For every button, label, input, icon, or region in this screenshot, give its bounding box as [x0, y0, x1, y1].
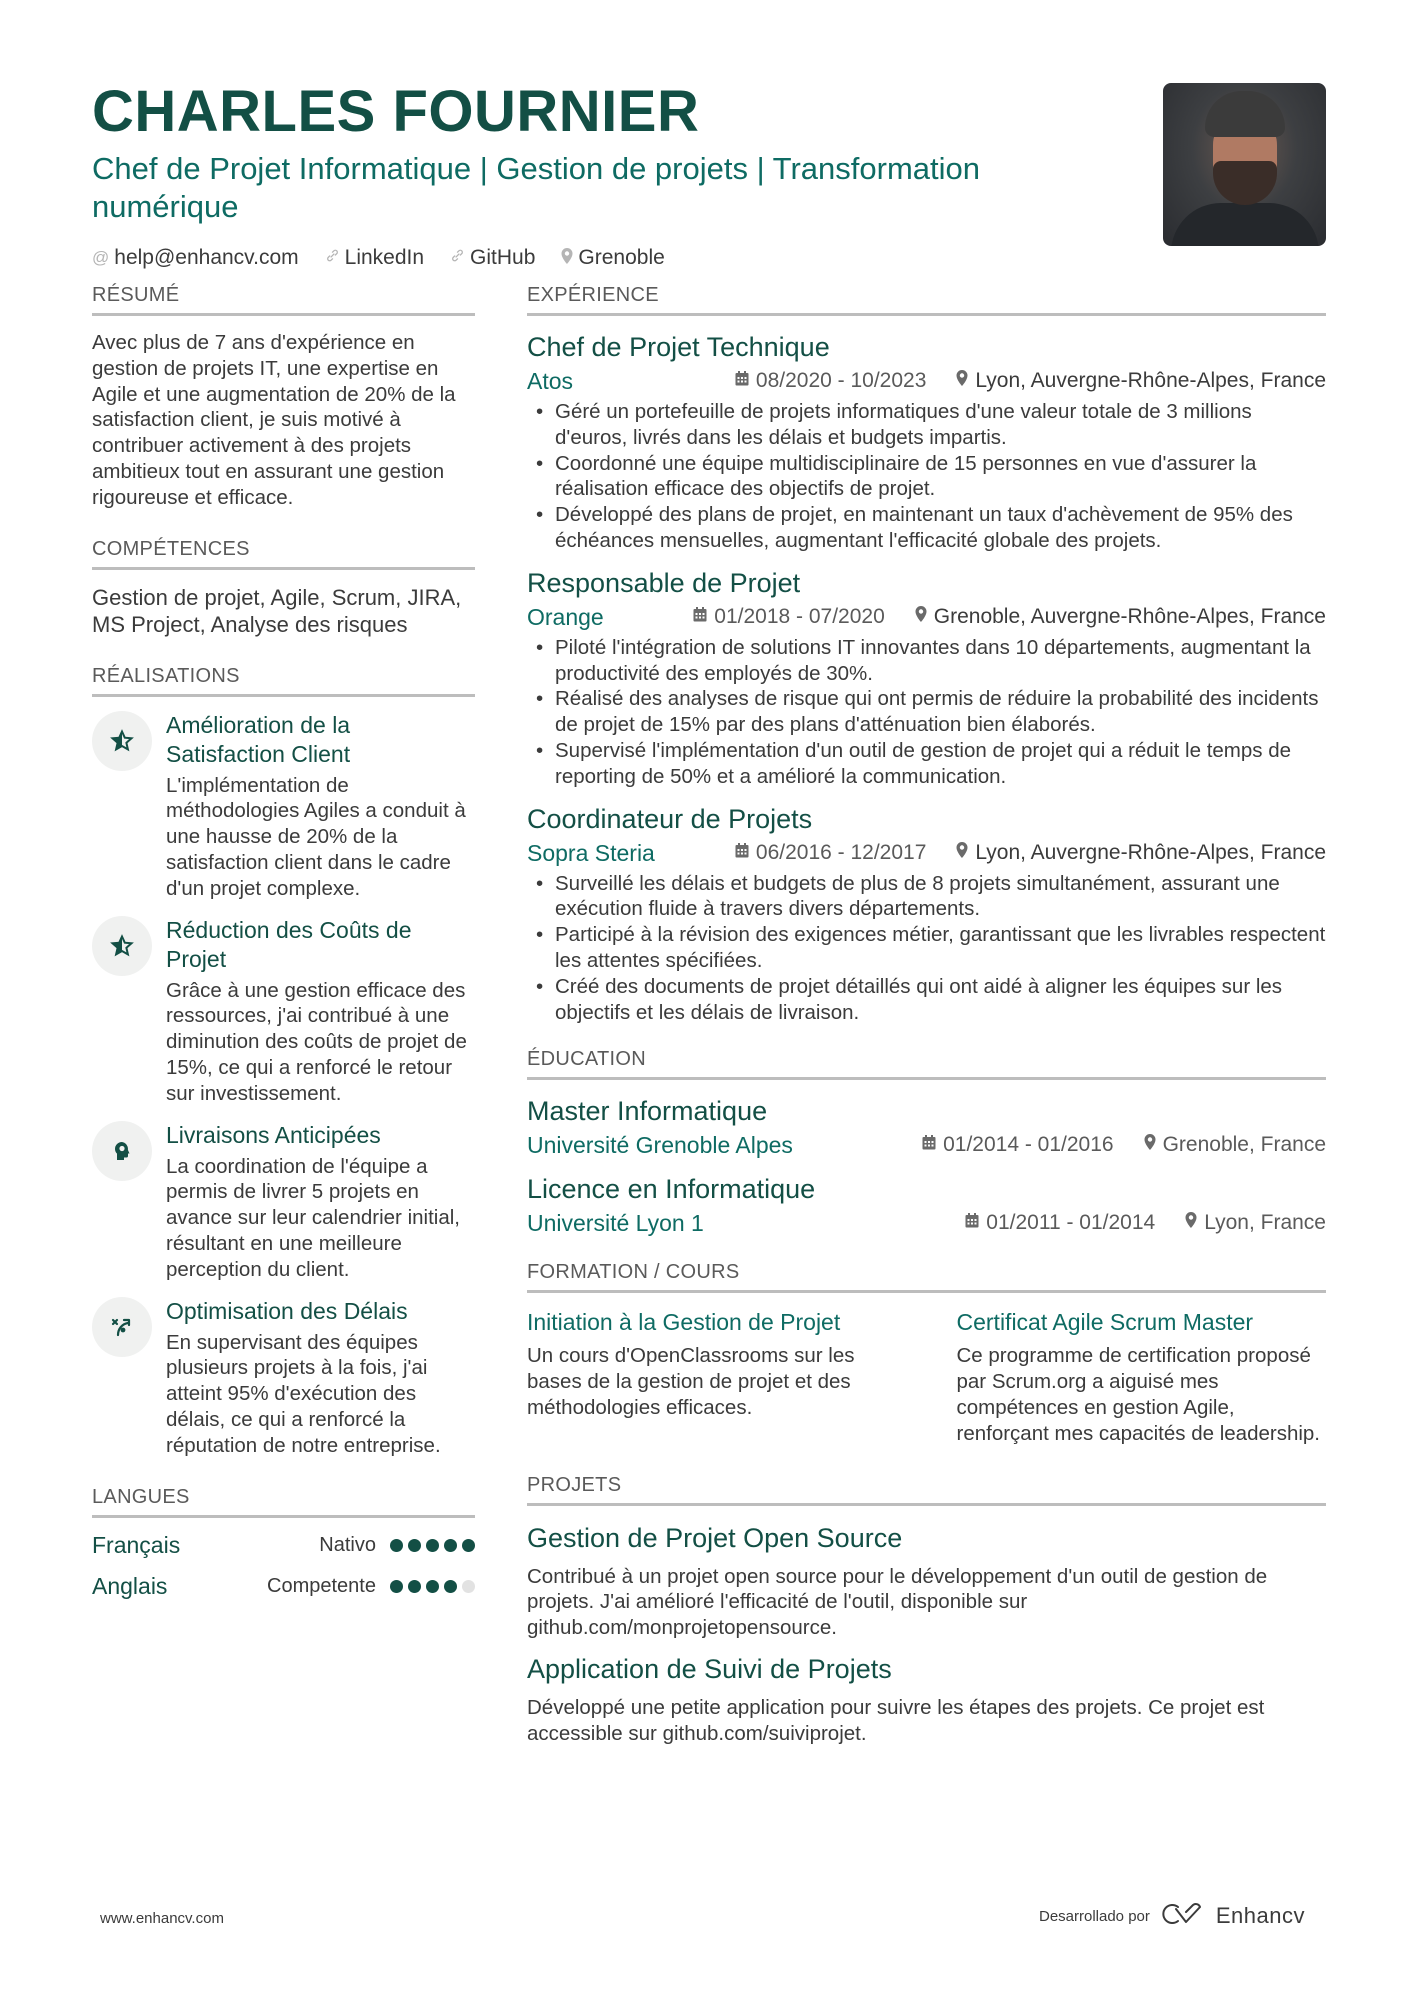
candidate-name: CHARLES FOURNIER — [92, 79, 700, 144]
job-title: Coordinateur de Projets — [527, 803, 813, 834]
contact-row — [92, 246, 1092, 270]
job-entry — [527, 802, 1326, 1026]
job-bullets — [527, 871, 1326, 1026]
resume-header — [92, 80, 1092, 270]
languages-section — [92, 1485, 475, 1600]
left-column — [92, 283, 475, 1626]
bullet-item: • Réalisé des analyses de risque qui ont permis de réduire la probabilité des incidents de projet de 15% par des plans d'atténuation bien élaborés. — [527, 686, 1326, 738]
job-location: Grenoble, Auvergne-Rhône-Alpes, France — [933, 604, 1326, 628]
course-title: Certificat Agile Scrum Master — [956, 1309, 1254, 1336]
language-level: Competente — [267, 1574, 376, 1597]
location-pin-icon — [915, 602, 927, 632]
language-name: Anglais — [92, 1572, 168, 1599]
candidate-title: Chef de Projet Informatique | Gestion de projets | Transformation numérique — [92, 151, 980, 224]
education-dates: 01/2014 - 01/2016 — [943, 1133, 1114, 1157]
footer-branding — [1039, 1902, 1305, 1930]
education-entry — [527, 1094, 1326, 1162]
company-name: Sopra Steria — [527, 839, 655, 866]
skills-text: Gestion de projet, Agile, Scrum, JIRA, MS Project, Analyse des risques — [92, 584, 462, 637]
achievement-item — [92, 916, 475, 1107]
achievement-item — [92, 1297, 475, 1459]
language-item — [92, 1532, 475, 1559]
bullet-item: • Développé des plans de projet, en maintenant un taux d'achèvement de 95% des échéances mensuelles, augmentant l'efficacité globale des projets. — [527, 502, 1326, 554]
project-entry — [527, 1520, 1326, 1641]
calendar-icon — [735, 838, 749, 868]
contact-github[interactable] — [450, 246, 535, 270]
contact-github-label: GitHub — [470, 246, 536, 269]
job-title: Chef de Projet Technique — [527, 332, 830, 362]
bullet-item: • Surveillé les délais et budgets de plus de 8 projets simultanément, assurant une exécution fluide à travers divers départements. — [527, 871, 1326, 923]
route-arrow-icon — [92, 1297, 152, 1357]
course-text: Un cours d'OpenClassrooms sur les bases de la gestion de projet et des méthodologies efficaces. — [527, 1344, 855, 1419]
section-heading: RÉSUMÉ — [92, 283, 475, 316]
job-entry — [527, 330, 1326, 554]
calendar-icon — [693, 602, 707, 632]
location-pin-icon — [1185, 1206, 1197, 1240]
calendar-icon — [965, 1206, 979, 1240]
location-pin-icon — [1144, 1128, 1156, 1162]
language-level: Nativo — [319, 1533, 376, 1556]
bullet-item: • Géré un portefeuille de projets informatiques d'une valeur totale de 3 millions d'euros, livrés dans les délais et budgets impartis. — [527, 399, 1326, 451]
enhancv-logo-icon — [1160, 1902, 1206, 1930]
head-lightbulb-icon — [92, 1121, 152, 1181]
brand-name: Enhancv — [1215, 1903, 1305, 1928]
section-heading: FORMATION / COURS — [527, 1260, 1326, 1293]
proficiency-dots — [390, 1580, 475, 1593]
degree-title: Master Informatique — [527, 1096, 768, 1127]
course-entry — [527, 1307, 897, 1446]
link-icon — [325, 248, 340, 268]
calendar-icon — [922, 1128, 936, 1162]
bullet-item: • Piloté l'intégration de solutions IT innovantes dans 10 départements, augmentant la productivité des employés de 30%. — [527, 635, 1326, 687]
job-dates: 06/2016 - 12/2017 — [755, 840, 927, 864]
courses-section — [527, 1260, 1326, 1446]
course-entry — [957, 1307, 1327, 1446]
project-title: Gestion de Projet Open Source — [527, 1522, 903, 1553]
language-name: Français — [92, 1531, 181, 1558]
contact-email[interactable] — [92, 246, 299, 270]
section-heading: LANGUES — [92, 1485, 475, 1518]
footer-website-link[interactable]: www.enhancv.com — [100, 1910, 224, 1927]
star-icon — [92, 711, 152, 771]
achievement-title: Réduction des Coûts de Projet — [166, 916, 412, 972]
project-title: Application de Suivi de Projets — [527, 1653, 892, 1684]
company-name: Orange — [527, 603, 604, 630]
job-dates: 08/2020 - 10/2023 — [755, 369, 927, 392]
job-location: Lyon, Auvergne-Rhône-Alpes, France — [975, 369, 1326, 392]
bullet-item: • Participé à la révision des exigences métier, garantissant que les livrables respectent les attentes spécifiées. — [527, 922, 1326, 974]
project-text: Développé une petite application pour suivre les étapes des projets. Ce projet est accessible sur github.com/suiviprojet. — [527, 1695, 1265, 1745]
bullet-item: • Créé des documents de projet détaillés qui ont aidé à aligner les équipes sur les objectifs et les délais de livraison. — [527, 974, 1326, 1026]
education-entry — [527, 1172, 1326, 1240]
powered-by-label: Desarrollado por — [1038, 1907, 1150, 1925]
education-section — [527, 1047, 1326, 1240]
summary-text: Avec plus de 7 ans d'expérience en gestion de projets IT, une expertise en Agile et une augmentation de 20% de la satisfaction client, je suis motivé à contribuer activement à des projets ambitieux tout en assurant une gestion rigoureuse et efficace. — [92, 331, 456, 509]
achievements-section — [92, 664, 475, 1459]
contact-email-label: help@enhancv.com — [114, 246, 299, 269]
education-location: Lyon, France — [1204, 1211, 1326, 1235]
bullet-item: • Coordonné une équipe multidisciplinaire de 15 personnes en vue d'assurer la réalisation efficace des objectifs de projet. — [527, 451, 1326, 503]
achievement-text: L'implémentation de méthodologies Agiles a conduit à une hausse de 20% de la satisfaction client dans le cadre d'un projet complexe. — [166, 773, 466, 900]
projects-section — [527, 1473, 1326, 1747]
section-heading: EXPÉRIENCE — [527, 283, 1326, 316]
degree-title: Licence en Informatique — [527, 1174, 816, 1205]
achievement-title: Optimisation des Délais — [166, 1297, 408, 1324]
contact-location — [561, 246, 664, 270]
job-title: Responsable de Projet — [527, 567, 801, 598]
contact-linkedin-label: LinkedIn — [344, 246, 425, 269]
link-icon — [450, 248, 465, 268]
profile-photo — [1163, 83, 1326, 246]
location-pin-icon — [956, 838, 968, 868]
job-dates: 01/2018 - 07/2020 — [714, 604, 885, 628]
language-item — [92, 1573, 475, 1600]
proficiency-dots — [390, 1539, 475, 1552]
section-heading: COMPÉTENCES — [92, 537, 475, 570]
course-title: Initiation à la Gestion de Projet — [527, 1309, 841, 1336]
contact-linkedin[interactable] — [325, 246, 424, 270]
achievement-title: Livraisons Anticipées — [166, 1121, 381, 1148]
section-heading: ÉDUCATION — [527, 1047, 1326, 1080]
job-bullets — [527, 635, 1326, 790]
right-column — [527, 283, 1326, 1773]
contact-location-label: Grenoble — [578, 246, 665, 269]
achievement-item — [92, 1121, 475, 1283]
at-icon: @ — [92, 248, 110, 267]
job-bullets — [527, 399, 1326, 554]
job-entry — [527, 566, 1326, 790]
course-text: Ce programme de certification proposé par Scrum.org a aiguisé mes compétences en gestion Agile, renforçant mes capacités de leadership. — [956, 1344, 1321, 1445]
achievement-text: En supervisant des équipes plusieurs projets à la fois, j'ai atteint 95% d'exécution des délais, ce qui a renforcé la réputation de notre entreprise. — [166, 1330, 441, 1457]
achievement-text: Grâce à une gestion efficace des ressources, j'ai contribué à une diminution des coûts de projet de 15%, ce qui a renforcé le retour sur investissement. — [166, 978, 467, 1105]
experience-section — [527, 283, 1326, 1025]
school-name: Université Lyon 1 — [527, 1210, 704, 1237]
location-pin-icon — [956, 366, 968, 396]
achievement-item — [92, 711, 475, 902]
calendar-icon — [735, 366, 749, 396]
project-entry — [527, 1651, 1326, 1747]
education-dates: 01/2011 - 01/2014 — [986, 1211, 1156, 1235]
job-location: Lyon, Auvergne-Rhône-Alpes, France — [975, 840, 1326, 864]
skills-section — [92, 537, 475, 638]
company-name: Atos — [527, 368, 574, 394]
star-icon — [92, 916, 152, 976]
section-heading: PROJETS — [527, 1473, 1326, 1506]
resume-section — [92, 283, 475, 511]
section-heading: RÉALISATIONS — [92, 664, 475, 697]
education-location: Grenoble, France — [1162, 1133, 1326, 1157]
project-text: Contribué à un projet open source pour le développement d'un outil de gestion de projets. J'ai amélioré l'efficacité de l'outil, disponible sur github.com/monprojetopensource. — [527, 1564, 1268, 1640]
achievement-text: La coordination de l'équipe a permis de livrer 5 projets en avance sur leur calendrier initial, résultant en une meilleure perception du client. — [166, 1154, 460, 1281]
school-name: Université Grenoble Alpes — [527, 1132, 793, 1159]
bullet-item: • Supervisé l'implémentation d'un outil de gestion de projet qui a réduit le temps de reporting de 50% et a amélioré la communication. — [527, 738, 1326, 790]
location-pin-icon — [561, 248, 573, 269]
achievement-title: Amélioration de la Satisfaction Client — [166, 711, 351, 767]
